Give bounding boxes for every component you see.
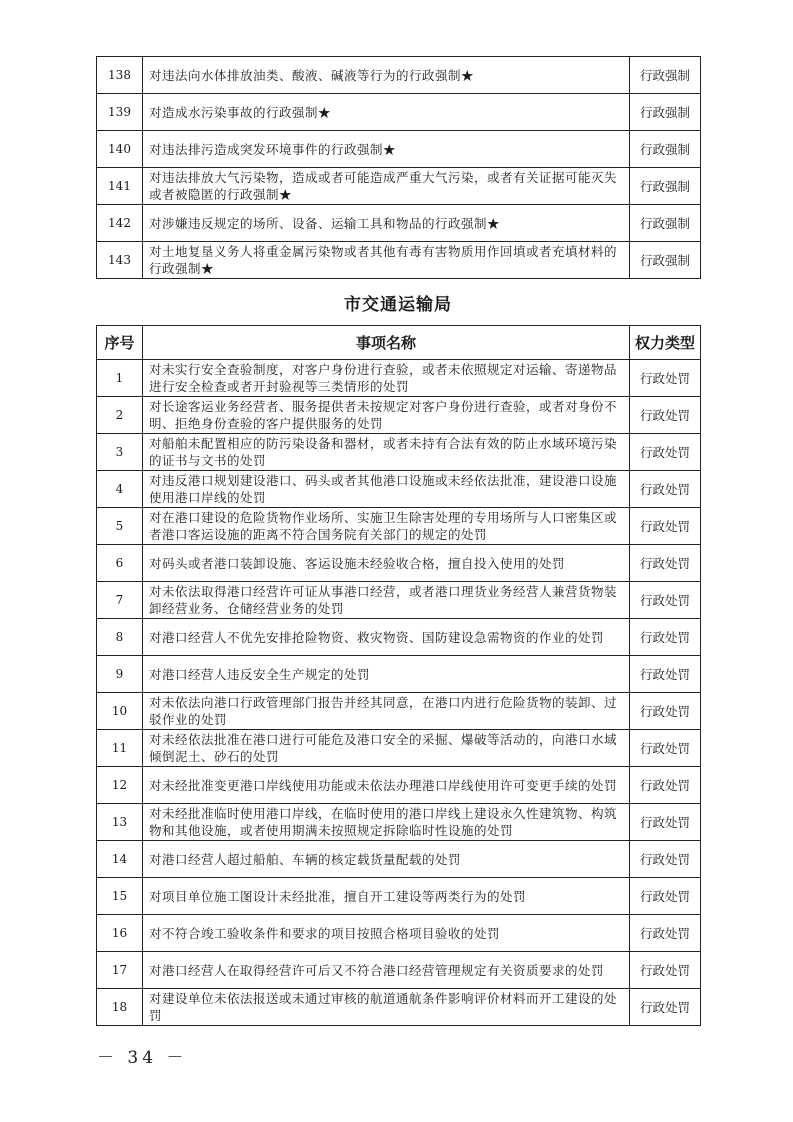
table-row (97, 693, 701, 730)
row-power-type: 行政处罚 (630, 915, 701, 952)
transport-bureau-table-body (97, 360, 701, 1026)
row-power-type: 行政处罚 (630, 656, 701, 693)
row-number: 139 (97, 94, 143, 131)
row-item-name: 对船舶未配置相应的防污染设备和器材，或者未持有合法有效的防止水域环境污染的证书与文书的处罚 (143, 434, 630, 471)
row-power-type: 行政处罚 (630, 693, 701, 730)
row-item-name: 对违法排污造成突发环境事件的行政强制★ (143, 131, 630, 168)
row-item-name: 对违反港口规划建设港口、码头或者其他港口设施或未经依法批准，建设港口设施使用港口岸线的处罚 (143, 471, 630, 508)
row-power-type: 行政处罚 (630, 989, 701, 1026)
row-item-name: 对未经批准临时使用港口岸线，在临时使用的港口岸线上建设永久性建筑物、构筑物和其他设施，或者使用期满未按照规定拆除临时性设施的处罚 (143, 804, 630, 841)
table-row (97, 804, 701, 841)
row-item-name: 对未依法取得港口经营许可证从事港口经营，或者港口理货业务经营人兼营货物装卸经营业务、仓储经营业务的处罚 (143, 582, 630, 619)
row-item-name: 对造成水污染事故的行政强制★ (143, 94, 630, 131)
table-row (97, 582, 701, 619)
table-row (97, 619, 701, 656)
row-power-type: 行政强制 (630, 205, 701, 242)
row-item-name: 对港口经营人不优先安排抢险物资、救灾物资、国防建设急需物资的作业的处罚 (143, 619, 630, 656)
table-row (97, 168, 701, 205)
row-power-type: 行政强制 (630, 168, 701, 205)
table-row (97, 656, 701, 693)
row-item-name: 对长途客运业务经营者、服务提供者未按规定对客户身份进行查验，或者对身份不明、拒绝身份查验的客户提供服务的处罚 (143, 397, 630, 434)
table-row (97, 205, 701, 242)
table-row (97, 94, 701, 131)
row-number: 10 (97, 693, 143, 730)
row-item-name: 对违法排放大气污染物，造成或者可能造成严重大气污染，或者有关证据可能灭失或者被隐匿的行政强制★ (143, 168, 630, 205)
table-row (97, 397, 701, 434)
table-row (97, 57, 701, 94)
row-item-name: 对违法向水体排放油类、酸液、碱液等行为的行政强制★ (143, 57, 630, 94)
section-title: 市交通运输局 (344, 295, 452, 315)
row-item-name: 对未经批准变更港口岸线使用功能或未依法办理港口岸线使用许可变更手续的处罚 (143, 767, 630, 804)
table-row (97, 952, 701, 989)
row-number: 7 (97, 582, 143, 619)
row-number: 9 (97, 656, 143, 693)
enforcement-table (96, 56, 701, 279)
table-row (97, 242, 701, 279)
table-row (97, 471, 701, 508)
row-power-type: 行政强制 (630, 57, 701, 94)
row-power-type: 行政处罚 (630, 730, 701, 767)
row-number: 14 (97, 841, 143, 878)
row-power-type: 行政处罚 (630, 841, 701, 878)
header-serial-number: 序号 (97, 326, 143, 360)
table-row (97, 131, 701, 168)
row-power-type: 行政处罚 (630, 471, 701, 508)
row-number: 141 (97, 168, 143, 205)
table-row (97, 360, 701, 397)
row-number: 12 (97, 767, 143, 804)
table-row (97, 767, 701, 804)
row-number: 8 (97, 619, 143, 656)
row-number: 142 (97, 205, 143, 242)
row-number: 18 (97, 989, 143, 1026)
row-number: 5 (97, 508, 143, 545)
table-row (97, 434, 701, 471)
row-item-name: 对土地复垦义务人将重金属污染物或者其他有毒有害物质用作回填或者充填材料的行政强制★ (143, 242, 630, 279)
row-number: 3 (97, 434, 143, 471)
transport-bureau-table (96, 325, 701, 1026)
table-row (97, 730, 701, 767)
table-row (97, 545, 701, 582)
row-number: 2 (97, 397, 143, 434)
row-item-name: 对未依法向港口行政管理部门报告并经其同意，在港口内进行危险货物的装卸、过驳作业的处罚 (143, 693, 630, 730)
row-power-type: 行政处罚 (630, 767, 701, 804)
row-number: 16 (97, 915, 143, 952)
row-power-type: 行政处罚 (630, 434, 701, 471)
row-item-name: 对码头或者港口装卸设施、客运设施未经验收合格，擅自投入使用的处罚 (143, 545, 630, 582)
table-row (97, 989, 701, 1026)
row-power-type: 行政处罚 (630, 360, 701, 397)
row-number: 11 (97, 730, 143, 767)
header-item-name: 事项名称 (143, 326, 630, 360)
table-row (97, 878, 701, 915)
table-row (97, 841, 701, 878)
table-row (97, 915, 701, 952)
row-power-type: 行政处罚 (630, 878, 701, 915)
row-item-name: 对不符合竣工验收条件和要求的项目按照合格项目验收的处罚 (143, 915, 630, 952)
row-item-name: 对港口经营人超过船舶、车辆的核定载货量配载的处罚 (143, 841, 630, 878)
row-power-type: 行政处罚 (630, 952, 701, 989)
row-power-type: 行政强制 (630, 242, 701, 279)
row-item-name: 对港口经营人违反安全生产规定的处罚 (143, 656, 630, 693)
row-item-name: 对港口经营人在取得经营许可后又不符合港口经营管理规定有关资质要求的处罚 (143, 952, 630, 989)
row-number: 17 (97, 952, 143, 989)
row-power-type: 行政处罚 (630, 545, 701, 582)
table-row (97, 508, 701, 545)
row-item-name: 对项目单位施工图设计未经批准，擅自开工建设等两类行为的处罚 (143, 878, 630, 915)
table-header-row (97, 326, 701, 360)
row-power-type: 行政强制 (630, 94, 701, 131)
row-item-name: 对未经依法批准在港口进行可能危及港口安全的采掘、爆破等活动的，向港口水域倾倒泥土、砂石的处罚 (143, 730, 630, 767)
row-power-type: 行政强制 (630, 131, 701, 168)
enforcement-table-body (97, 57, 701, 279)
row-number: 13 (97, 804, 143, 841)
header-power-type: 权力类型 (630, 326, 701, 360)
row-item-name: 对建设单位未依法报送或未通过审核的航道通航条件影响评价材料而开工建设的处罚 (143, 989, 630, 1026)
row-item-name: 对涉嫌违反规定的场所、设备、运输工具和物品的行政强制★ (143, 205, 630, 242)
row-number: 138 (97, 57, 143, 94)
row-number: 143 (97, 242, 143, 279)
row-number: 140 (97, 131, 143, 168)
row-number: 4 (97, 471, 143, 508)
row-power-type: 行政处罚 (630, 508, 701, 545)
row-item-name: 对在港口建设的危险货物作业场所、实施卫生除害处理的专用场所与人口密集区或者港口客运设施的距离不符合国务院有关部门的规定的处罚 (143, 508, 630, 545)
row-number: 6 (97, 545, 143, 582)
row-power-type: 行政处罚 (630, 619, 701, 656)
page-number: － 34 － (97, 1048, 188, 1068)
row-number: 15 (97, 878, 143, 915)
row-number: 1 (97, 360, 143, 397)
row-item-name: 对未实行安全查验制度，对客户身份进行查验，或者未依照规定对运输、寄递物品进行安全检查或者开封验视等三类情形的处罚 (143, 360, 630, 397)
row-power-type: 行政处罚 (630, 804, 701, 841)
row-power-type: 行政处罚 (630, 397, 701, 434)
row-power-type: 行政处罚 (630, 582, 701, 619)
